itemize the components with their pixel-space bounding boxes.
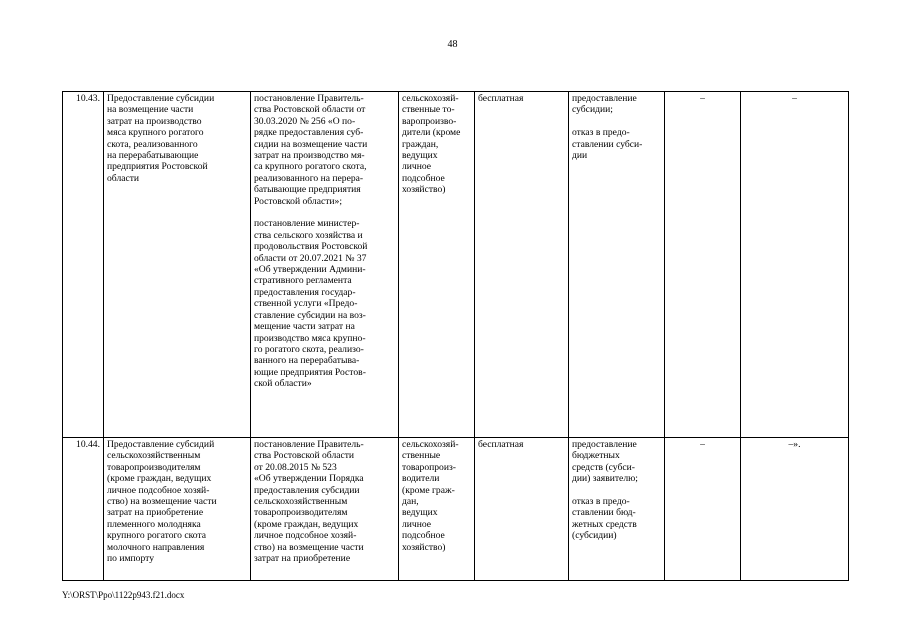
dash-value: – xyxy=(700,93,705,104)
result-cell xyxy=(569,92,665,438)
payment-cell xyxy=(475,438,569,581)
column-7-cell xyxy=(665,438,741,581)
document-file-path: Y:\ORST\Ppo\1122p943.f21.docx xyxy=(62,590,185,600)
payment-cell xyxy=(475,92,569,438)
recipients-text: сельскохозяй- ственные то- варопроизво- дители (кроме граждан, ведущих личное подсобное хозяйство) xyxy=(402,93,461,196)
page-number: 48 xyxy=(447,39,458,50)
result-cell xyxy=(569,438,665,581)
result-text: предоставление субсидии; xyxy=(572,93,637,116)
dash-value: –». xyxy=(788,439,801,450)
row-number-cell xyxy=(63,438,104,581)
recipients-cell xyxy=(399,438,475,581)
payment-text: бесплатная xyxy=(478,93,524,104)
dash-value: – xyxy=(700,439,705,450)
column-7-cell xyxy=(665,92,741,438)
legal-basis-text: постановление Правитель- ства Ростовской области от 20.08.2015 № 523 «Об утверждении Порядка предоставления субсидии сельскохозяйственным товаропроизводителям (кроме граждан, ведущих личное подсобное хозяй- ство) на возмещение части затрат на приобретение xyxy=(254,439,364,565)
services-table xyxy=(62,91,849,581)
column-8-cell xyxy=(741,438,849,581)
legal-basis-text: постановление Правитель- ства Ростовской области от 30.03.2020 № 256 «О по- рядке предоставления суб- сидии на возмещение части затрат на производство мя- са крупного рогатого скота, реализованного на перера- батывающие предприятия Ростовской области»; xyxy=(254,93,368,207)
recipients-text: сельскохозяй- ственные товаропроиз- водители (кроме граж- дан, ведущих личное подсобное хозяйство) xyxy=(402,439,459,553)
table-row xyxy=(63,438,849,581)
result-text: отказ в предо- ставлении субси- дии xyxy=(572,127,643,162)
legal-basis-cell xyxy=(251,438,399,581)
service-name: Предоставление субсидии на возмещение части затрат на производство мяса крупного рогатого скота, реализованного на перерабатывающие предприятия Ростовской области xyxy=(107,93,215,184)
service-name: Предоставление субсидий сельскохозяйственным товаропроизводителям (кроме граждан, ведущих личное подсобное хозяй- ство) на возмещение части затрат на приобретение племенного молодняка крупного рогатого скота молочного направления по импорту xyxy=(107,439,217,565)
result-text: отказ в предо- ставлении бюд- жетных средств (субсидии) xyxy=(572,496,637,542)
result-text: предоставление бюджетных средств (субси- дии) заявителю; xyxy=(572,439,638,485)
legal-basis-text: постановление министер- ства сельского хозяйства и продовольствия Ростовской области от 20.07.2021 № 37 «Об утверждении Админи- стративного регламента предоставления государ- ственной услуги «Предо- ставление субсидии на воз- мещение части затрат на производство мяса крупно- го рогатого скота, реализо- ванного на перерабатыва- ющие предприятия Ростов- ской области» xyxy=(254,218,368,390)
row-number: 10.43. xyxy=(76,93,100,104)
row-number-cell xyxy=(63,92,104,438)
recipients-cell xyxy=(399,92,475,438)
service-name-cell xyxy=(104,92,251,438)
row-number: 10.44. xyxy=(76,439,100,450)
dash-value: – xyxy=(792,93,797,104)
column-8-cell xyxy=(741,92,849,438)
payment-text: бесплатная xyxy=(478,439,524,450)
legal-basis-cell xyxy=(251,92,399,438)
service-name-cell xyxy=(104,438,251,581)
table-row xyxy=(63,92,849,438)
